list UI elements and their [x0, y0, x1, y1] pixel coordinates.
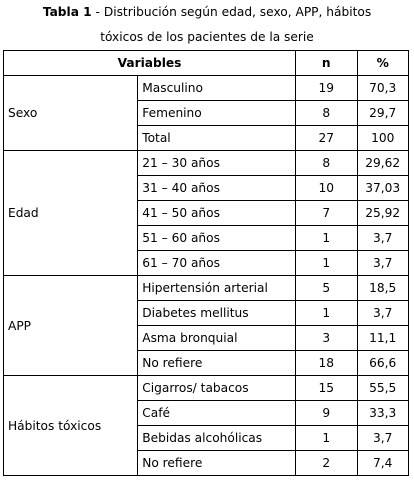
row-pct: 70,3: [357, 76, 409, 101]
row-pct: 3,7: [357, 251, 409, 276]
group-label: APP: [4, 276, 138, 376]
row-label: Diabetes mellitus: [138, 301, 296, 326]
row-n: 5: [295, 276, 357, 301]
caption-label: Tabla 1: [42, 5, 92, 19]
row-n: 27: [295, 126, 357, 151]
row-label: Masculino: [138, 76, 296, 101]
row-pct: 33,3: [357, 401, 409, 426]
row-label: No refiere: [138, 351, 296, 376]
row-label: 51 – 60 años: [138, 226, 296, 251]
row-pct: 66,6: [357, 351, 409, 376]
table-caption: [0, 0, 414, 50]
row-n: 15: [295, 376, 357, 401]
caption-line-2: tóxicos de los pacientes de la serie: [100, 30, 314, 44]
group-label: Sexo: [4, 76, 138, 151]
row-label: 21 – 30 años: [138, 151, 296, 176]
table-row: [4, 276, 409, 301]
row-label: Bebidas alcohólicas: [138, 426, 296, 451]
row-n: 1: [295, 226, 357, 251]
row-n: 7: [295, 201, 357, 226]
row-label: 41 – 50 años: [138, 201, 296, 226]
row-n: 8: [295, 101, 357, 126]
row-n: 1: [295, 426, 357, 451]
data-table: [3, 50, 409, 476]
row-pct: 11,1: [357, 326, 409, 351]
row-n: 10: [295, 176, 357, 201]
header-variables: Variables: [4, 51, 296, 76]
row-n: 18: [295, 351, 357, 376]
row-pct: 18,5: [357, 276, 409, 301]
row-n: 8: [295, 151, 357, 176]
header-row: [4, 51, 409, 76]
group-label: Edad: [4, 151, 138, 276]
caption-separator: -: [91, 5, 104, 19]
caption-text-1: Distribución según edad, sexo, APP, hábitos: [103, 5, 372, 19]
row-label: No refiere: [138, 451, 296, 476]
table-row: [4, 151, 409, 176]
row-pct: 3,7: [357, 301, 409, 326]
table-body: [4, 76, 409, 476]
row-pct: 7,4: [357, 451, 409, 476]
table-row: [4, 376, 409, 401]
header-n: n: [295, 51, 357, 76]
group-label: Hábitos tóxicos: [4, 376, 138, 476]
row-pct: 25,92: [357, 201, 409, 226]
row-pct: 100: [357, 126, 409, 151]
row-label: Café: [138, 401, 296, 426]
row-label: Total: [138, 126, 296, 151]
row-pct: 55,5: [357, 376, 409, 401]
row-pct: 37,03: [357, 176, 409, 201]
row-n: 2: [295, 451, 357, 476]
row-n: 9: [295, 401, 357, 426]
row-label: Femenino: [138, 101, 296, 126]
row-label: Asma bronquial: [138, 326, 296, 351]
row-pct: 29,7: [357, 101, 409, 126]
row-pct: 3,7: [357, 226, 409, 251]
caption-line-1: [0, 0, 414, 25]
row-n: 3: [295, 326, 357, 351]
row-label: Cigarros/ tabacos: [138, 376, 296, 401]
row-pct: 3,7: [357, 426, 409, 451]
row-n: 1: [295, 251, 357, 276]
row-n: 1: [295, 301, 357, 326]
row-label: Hipertensión arterial: [138, 276, 296, 301]
header-pct: %: [357, 51, 409, 76]
row-n: 19: [295, 76, 357, 101]
table-row: [4, 76, 409, 101]
row-pct: 29,62: [357, 151, 409, 176]
row-label: 31 – 40 años: [138, 176, 296, 201]
row-label: 61 – 70 años: [138, 251, 296, 276]
